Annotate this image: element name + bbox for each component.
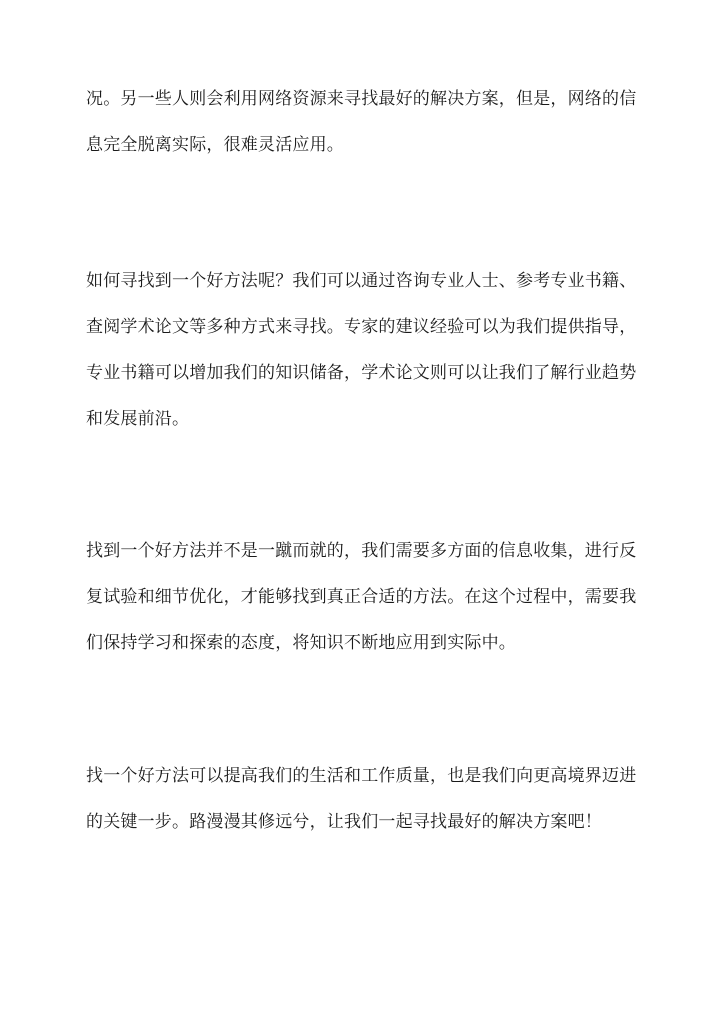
paragraph-line: 的关键一步。路漫漫其修远兮，让我们一起寻找最好的解决方案吧！ <box>86 812 602 832</box>
paragraph-line: 如何寻找到一个好方法呢？我们可以通过咨询专业人士、参考专业书籍、 <box>86 271 637 291</box>
paragraph-line: 查阅学术论文等多种方式来寻找。专家的建议经验可以为我们提供指导， <box>86 317 637 337</box>
paragraph-3 <box>86 528 638 666</box>
paragraph-4 <box>86 753 638 845</box>
paragraph-line: 和发展前沿。 <box>86 409 190 429</box>
paragraph-line: 们保持学习和探索的态度，将知识不断地应用到实际中。 <box>86 633 516 653</box>
paragraph-line: 息完全脱离实际，很难灵活应用。 <box>86 135 344 155</box>
paragraph-1 <box>86 76 638 168</box>
paragraph-line: 找到一个好方法并不是一蹴而就的，我们需要多方面的信息收集，进行反 <box>86 541 637 561</box>
paragraph-line: 复试验和细节优化，才能够找到真正合适的方法。在这个过程中，需要我 <box>86 587 637 607</box>
paragraph-line: 况。另一些人则会利用网络资源来寻找最好的解决方案，但是，网络的信 <box>86 89 637 109</box>
paragraph-2 <box>86 258 638 442</box>
paragraph-line: 专业书籍可以增加我们的知识储备，学术论文则可以让我们了解行业趋势 <box>86 363 637 383</box>
paragraph-line: 找一个好方法可以提高我们的生活和工作质量，也是我们向更高境界迈进 <box>86 766 637 786</box>
